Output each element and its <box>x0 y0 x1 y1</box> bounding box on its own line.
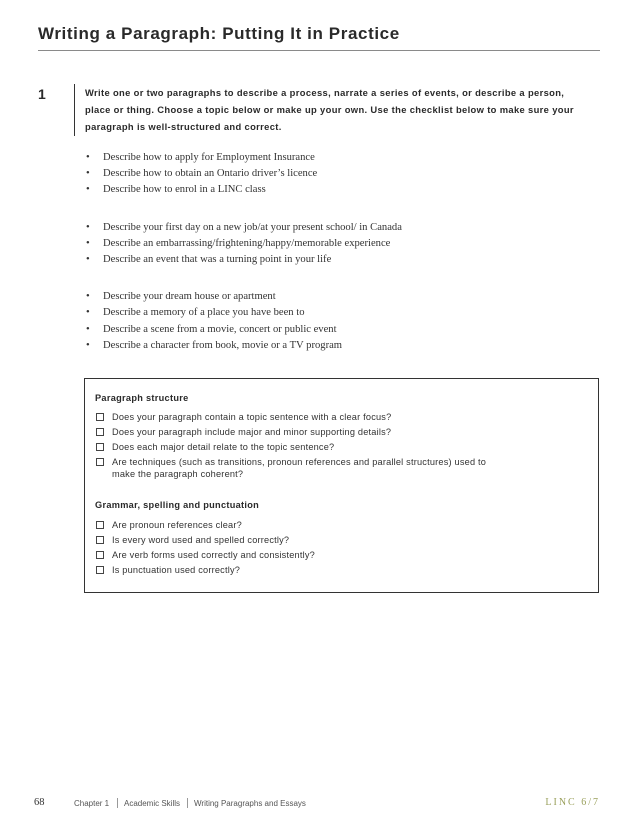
footer-brand: LINC 6/7 <box>545 797 600 808</box>
topic-text: Describe an embarrassing/frightening/happy/memorable experience <box>103 237 391 249</box>
topic-text: Describe an event that was a turning point in your life <box>103 254 332 266</box>
topic-item <box>86 305 556 321</box>
checklist-item-text: Does your paragraph include major and minor supporting details? <box>112 427 392 437</box>
checklist-item <box>95 411 575 423</box>
topic-text: Describe your first day on a new job/at your present school/ in Canada <box>103 221 402 233</box>
bullet-icon: • <box>86 184 90 196</box>
checklist-item <box>95 519 575 531</box>
checklist-item <box>95 549 575 561</box>
checkbox-icon[interactable] <box>96 428 104 436</box>
bullet-icon: • <box>86 254 90 266</box>
topic-text: Describe how to enrol in a LINC class <box>103 184 266 196</box>
topic-text: Describe a memory of a place you have been to <box>103 307 305 319</box>
topic-item <box>86 182 556 198</box>
checkbox-icon[interactable] <box>96 521 104 529</box>
bullet-icon: • <box>86 339 90 351</box>
topic-list <box>86 150 556 354</box>
checklist-item <box>95 426 575 438</box>
topic-item <box>86 220 556 236</box>
grammar-checklist <box>95 519 575 579</box>
question-bar <box>74 84 75 136</box>
checkbox-icon[interactable] <box>96 413 104 421</box>
page-footer <box>34 797 600 811</box>
question-number: 1 <box>38 86 46 102</box>
footer-section: Academic Skills <box>124 799 181 808</box>
checklist-item-text: Are pronoun references clear? <box>112 520 242 530</box>
footer-separator <box>117 798 118 808</box>
section-title-structure: Paragraph structure <box>95 393 189 403</box>
checklist-box <box>84 378 599 593</box>
footer-chapter: Chapter 1 <box>74 799 110 808</box>
bullet-icon: • <box>86 237 90 249</box>
topic-text: Describe how to apply for Employment Insurance <box>103 152 315 163</box>
topic-text: Describe a scene from a movie, concert or public event <box>103 323 337 335</box>
checklist-item-text: Is punctuation used correctly? <box>112 565 241 575</box>
checkbox-icon[interactable] <box>96 551 104 559</box>
checklist-item-text: Are verb forms used correctly and consistently? <box>112 550 315 560</box>
checklist-item <box>95 456 497 480</box>
topic-item <box>86 289 556 305</box>
checklist-item <box>95 564 575 576</box>
checklist-item <box>95 441 575 453</box>
topic-item <box>86 252 556 268</box>
topic-text: Describe your dream house or apartment <box>103 291 276 303</box>
section-title-grammar: Grammar, spelling and punctuation <box>95 500 260 510</box>
page-number: 68 <box>34 797 45 808</box>
checklist-item-text: Does each major detail relate to the topic sentence? <box>112 442 335 452</box>
topic-text: Describe how to obtain an Ontario driver’s licence <box>103 168 318 180</box>
topic-item <box>86 236 556 252</box>
checklist-item <box>95 534 575 546</box>
page-title: Writing a Paragraph: Putting It in Practice <box>38 24 400 43</box>
topic-item <box>86 150 556 166</box>
checkbox-icon[interactable] <box>96 536 104 544</box>
checkbox-icon[interactable] <box>96 458 104 466</box>
title-rule <box>38 50 600 51</box>
checklist-item-text: Are techniques (such as transitions, pronoun references and parallel structures) used to make the paragraph coherent? <box>112 457 487 479</box>
checklist-item-text: Does your paragraph contain a topic sentence with a clear focus? <box>112 412 392 422</box>
checklist-item-text: Is every word used and spelled correctly? <box>112 535 290 545</box>
topic-text: Describe a character from book, movie or a TV program <box>103 339 343 351</box>
bullet-icon: • <box>86 168 90 180</box>
footer-subsection: Writing Paragraphs and Essays <box>194 799 306 808</box>
topic-item <box>86 322 556 338</box>
bullet-icon: • <box>86 152 90 163</box>
bullet-icon: • <box>86 307 90 319</box>
footer-separator <box>187 798 188 808</box>
checkbox-icon[interactable] <box>96 566 104 574</box>
topic-item <box>86 166 556 182</box>
question-instructions: Write one or two paragraphs to describe a process, narrate a series of events, or describe a person, place or thing. Choose a topic below or make up your own. Use the checklist below to make sure your paragraph is well-structured and correct. <box>85 87 574 132</box>
topic-item <box>86 338 556 354</box>
bullet-icon: • <box>86 323 90 335</box>
bullet-icon: • <box>86 221 90 233</box>
checkbox-icon[interactable] <box>96 443 104 451</box>
bullet-icon: • <box>86 291 90 303</box>
structure-checklist <box>95 411 575 483</box>
